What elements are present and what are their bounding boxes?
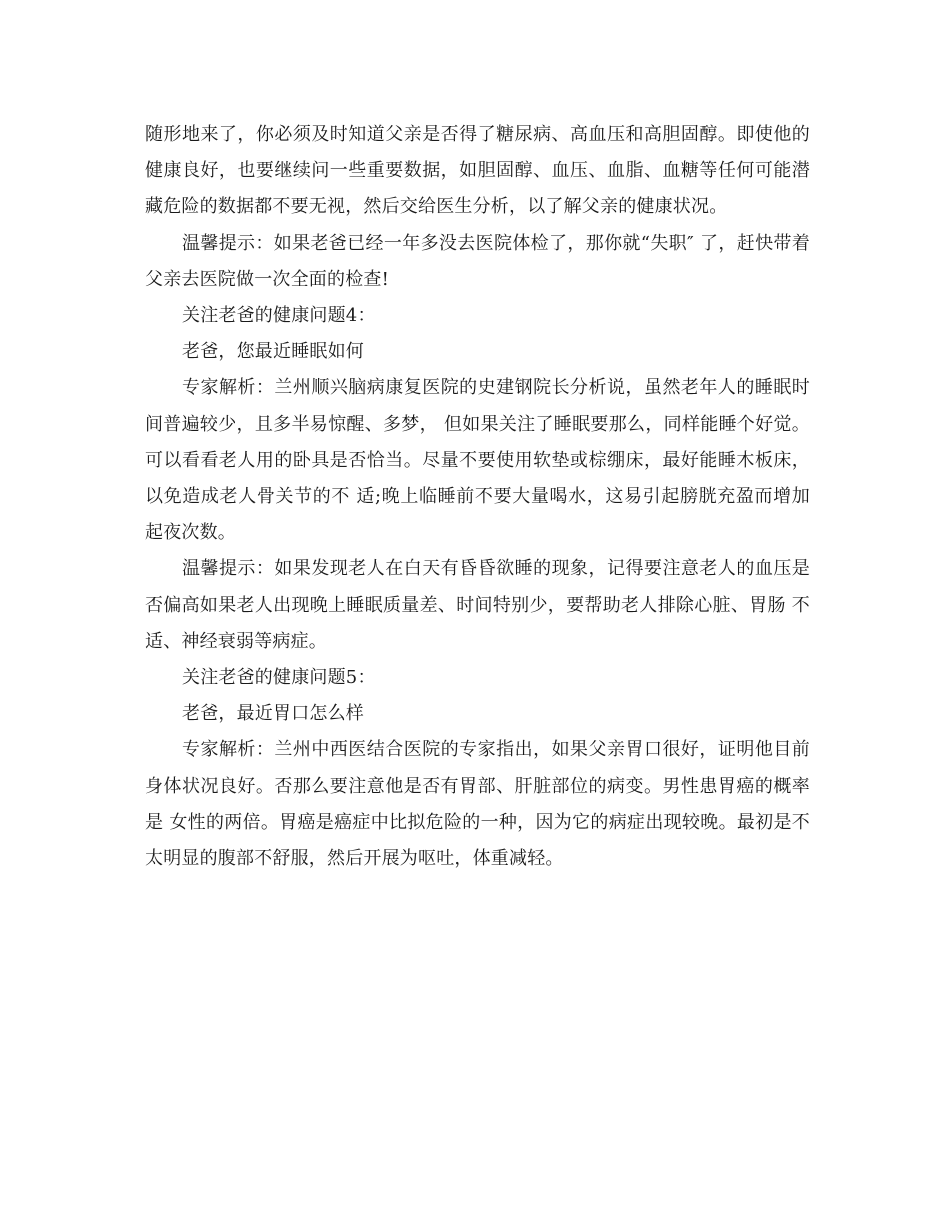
subheading-appetite: 老爸，最近胃口怎么样 bbox=[182, 703, 364, 725]
paragraph-expert-sleep: 专家解析：兰州顺兴脑病康复医院的史建钢院长分析说，虽然老年人的睡眠时间普遍较少，且多半易惊醒、多梦， 但如果关注了睡眠要那么，同样能睡个好觉。可以看看老人用的卧具是否恰当。尽量不要使用软垫或棕绷床，最好能睡木板床，以免造成老人骨关节的不 适;晚上临睡前不要大量喝水，这易引起膀胱充盈而增加起夜次数。 bbox=[145, 377, 810, 544]
subheading-sleep: 老爸，您最近睡眠如何 bbox=[182, 341, 364, 363]
paragraph-expert-appetite: 专家解析：兰州中西医结合医院的专家指出，如果父亲胃口很好，证明他目前身体状况良好。否那么要注意他是否有胃部、肝脏部位的病变。男性患胃癌的概率是 女性的两倍。胃癌是癌症中比拟危险的一种，因为它的病症出现较晚。最初是不太明显的腹部不舒服，然后开展为呕吐，体重减轻。 bbox=[145, 739, 810, 870]
document-body bbox=[145, 117, 810, 877]
paragraph-tip-sleep: 温馨提示：如果发现老人在白天有昏昏欲睡的现象，记得要注意老人的血压是否偏高如果老人出现晚上睡眠质量差、时间特别少，要帮助老人排除心脏、胃肠 不适、神经衰弱等病症。 bbox=[145, 558, 810, 652]
paragraph-tip-checkup: 温馨提示：如果老爸已经一年多没去医院体检了，那你就“失职″ 了，赶快带着父亲去医院做一次全面的检查! bbox=[145, 232, 810, 290]
paragraph-diabetes-check: 随形地来了，你必须及时知道父亲是否得了糖尿病、高血压和高胆固醇。即使他的 健康良好，也要继续问一些重要数据，如胆固醇、血压、血脂、血糖等任何可能潜藏危险的数据都不要无视，然后交给医生分析，以了解父亲的健康状况。 bbox=[145, 124, 810, 218]
heading-health-issue-5: 关注老爸的健康问题5： bbox=[182, 667, 376, 689]
heading-health-issue-4: 关注老爸的健康问题4： bbox=[182, 305, 376, 327]
